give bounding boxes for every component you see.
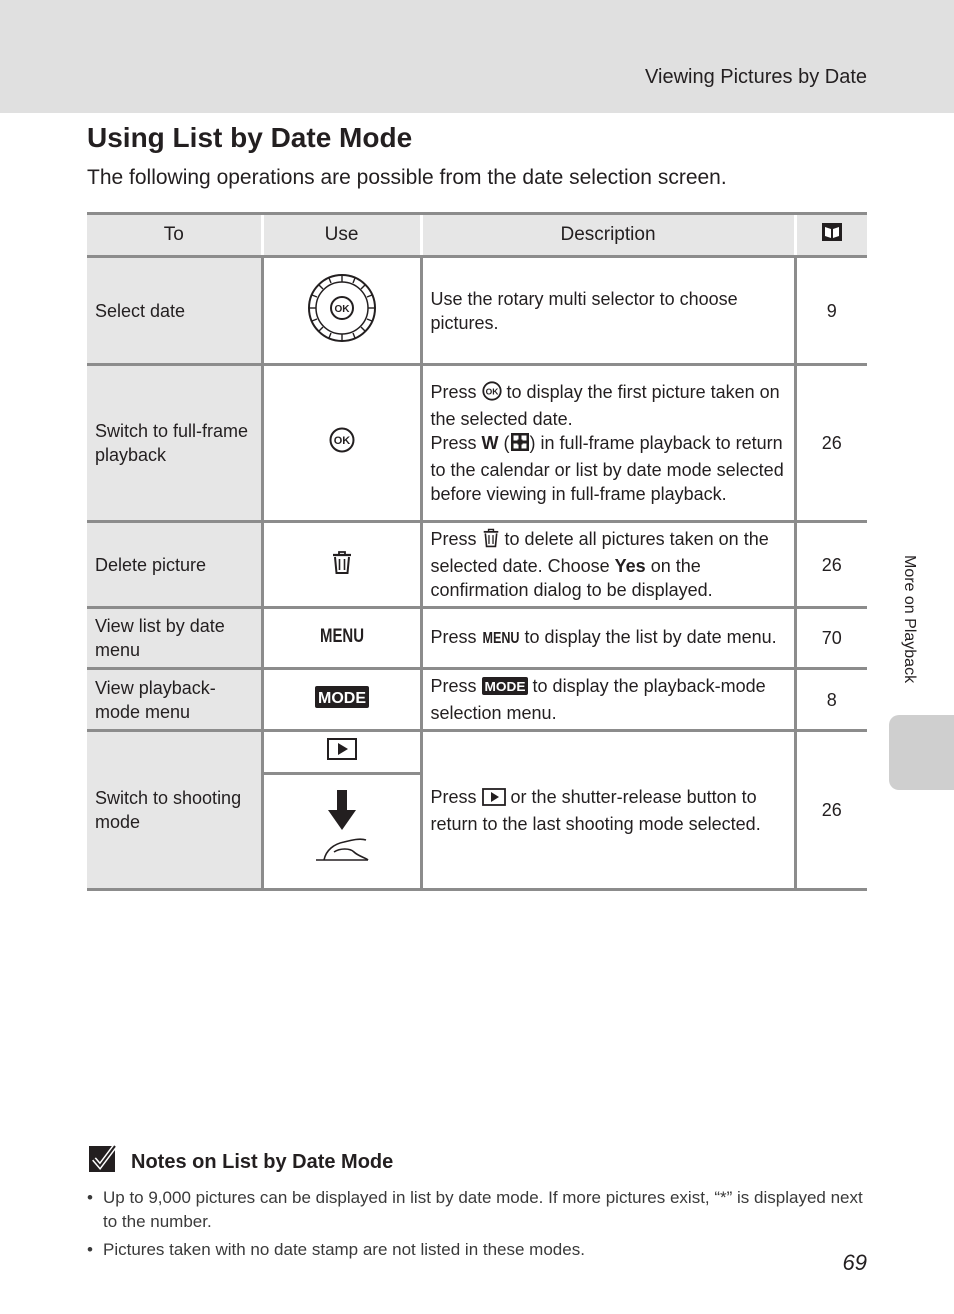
desc-text: Press <box>430 626 477 647</box>
table-row <box>87 669 867 731</box>
desc-text: ( <box>503 433 510 453</box>
running-head: Viewing Pictures by Date <box>645 66 867 88</box>
row-use <box>262 257 421 365</box>
row-reference: 70 <box>795 608 867 669</box>
row-reference: 26 <box>795 365 867 522</box>
row-to: View playback-mode menu <box>87 669 262 731</box>
zoom-out-w-icon: W <box>481 433 499 453</box>
thumbnail-grid-icon <box>510 432 530 458</box>
desc-text: ) in full-frame playback to return to the calendar or list by date mode selected before viewing in full-frame playback. <box>430 433 784 504</box>
row-to: View list by date menu <box>87 608 262 669</box>
mode-glyph-label: MODE <box>317 689 366 707</box>
mode-glyph-label: MODE <box>484 679 526 694</box>
row-description <box>421 731 795 890</box>
table-row <box>87 522 867 608</box>
desc-text: to delete all pictures taken on the selected date. Choose <box>430 529 769 576</box>
checkmark-note-icon <box>88 1143 118 1178</box>
desc-text: Press <box>430 382 477 402</box>
row-use <box>262 608 421 669</box>
row-description <box>421 522 795 608</box>
row-reference: 26 <box>795 522 867 608</box>
row-to: Switch to full-frame playback <box>87 365 262 522</box>
desc-text: Press <box>430 529 477 549</box>
mode-button-icon <box>315 686 369 714</box>
ok-glyph-label: OK <box>333 435 350 447</box>
column-header-to: To <box>87 214 262 257</box>
row-to: Select date <box>87 257 262 365</box>
row-use <box>262 522 421 608</box>
menu-glyph-label: MENU <box>482 629 520 647</box>
rotary-multi-selector-icon <box>307 273 377 349</box>
ok-button-icon <box>482 381 502 407</box>
table-row <box>87 731 867 890</box>
row-use <box>262 731 421 890</box>
desc-text: Press <box>430 786 477 807</box>
desc-text: Press <box>430 676 477 696</box>
desc-text: to display the first picture taken on the selected date. <box>430 382 780 429</box>
desc-text: on the confirmation dialog to be displayed. <box>430 556 713 600</box>
header-band <box>0 0 954 113</box>
intro-text: The following operations are possible from the date selection screen. <box>87 166 727 189</box>
notes-heading: Notes on List by Date Mode <box>131 1151 394 1173</box>
column-header-use: Use <box>262 214 421 257</box>
table-row <box>87 257 867 365</box>
table-header-row <box>87 214 867 257</box>
row-to: Switch to shooting mode <box>87 731 262 890</box>
column-header-description: Description <box>421 214 795 257</box>
playback-button-icon <box>482 788 506 812</box>
row-reference: 9 <box>795 257 867 365</box>
row-description <box>421 608 795 669</box>
side-tab-label: More on Playback <box>901 555 918 684</box>
mode-button-icon <box>482 677 528 701</box>
shutter-release-press-icon <box>310 788 374 876</box>
row-use <box>262 365 421 522</box>
menu-button-icon <box>319 624 365 652</box>
ok-glyph-label: OK <box>485 386 498 397</box>
desc-text: to display the playback-mode selection menu. <box>430 676 766 723</box>
menu-button-icon <box>482 628 520 652</box>
desc-text: to display the list by date menu. <box>524 626 777 647</box>
row-reference: 8 <box>795 669 867 731</box>
rotary-ok-label: OK <box>334 303 349 315</box>
table-row <box>87 365 867 522</box>
trash-icon <box>331 549 353 581</box>
list-item: • Up to 9,000 pictures can be displayed in list by date mode. If more pictures exist, “*” is displayed next to the number. <box>87 1186 867 1234</box>
trash-icon <box>482 527 500 554</box>
notes-list <box>87 1186 867 1266</box>
row-reference: 26 <box>795 731 867 890</box>
page-title: Using List by Date Mode <box>87 122 413 153</box>
column-header-reference <box>795 214 867 257</box>
page-number: 69 <box>842 1250 867 1275</box>
desc-text: or the shutter-release button to return to the last shooting mode selected. <box>430 786 761 834</box>
desc-text: Press <box>430 433 477 453</box>
row-description <box>421 669 795 731</box>
use-cell-bottom <box>264 775 420 888</box>
side-tab-block <box>889 715 954 790</box>
book-reference-icon <box>821 222 843 249</box>
menu-glyph-label: MENU <box>319 626 364 647</box>
use-cell-top <box>264 732 420 775</box>
desc-bold-yes: Yes <box>614 556 646 576</box>
operations-table <box>87 212 867 891</box>
table-row <box>87 608 867 669</box>
ok-button-icon <box>329 427 355 459</box>
row-to: Delete picture <box>87 522 262 608</box>
playback-button-icon <box>327 738 357 766</box>
list-item: • Pictures taken with no date stamp are not listed in these modes. <box>87 1238 867 1262</box>
row-description: Use the rotary multi selector to choose pictures. <box>421 257 795 365</box>
row-use <box>262 669 421 731</box>
row-description <box>421 365 795 522</box>
